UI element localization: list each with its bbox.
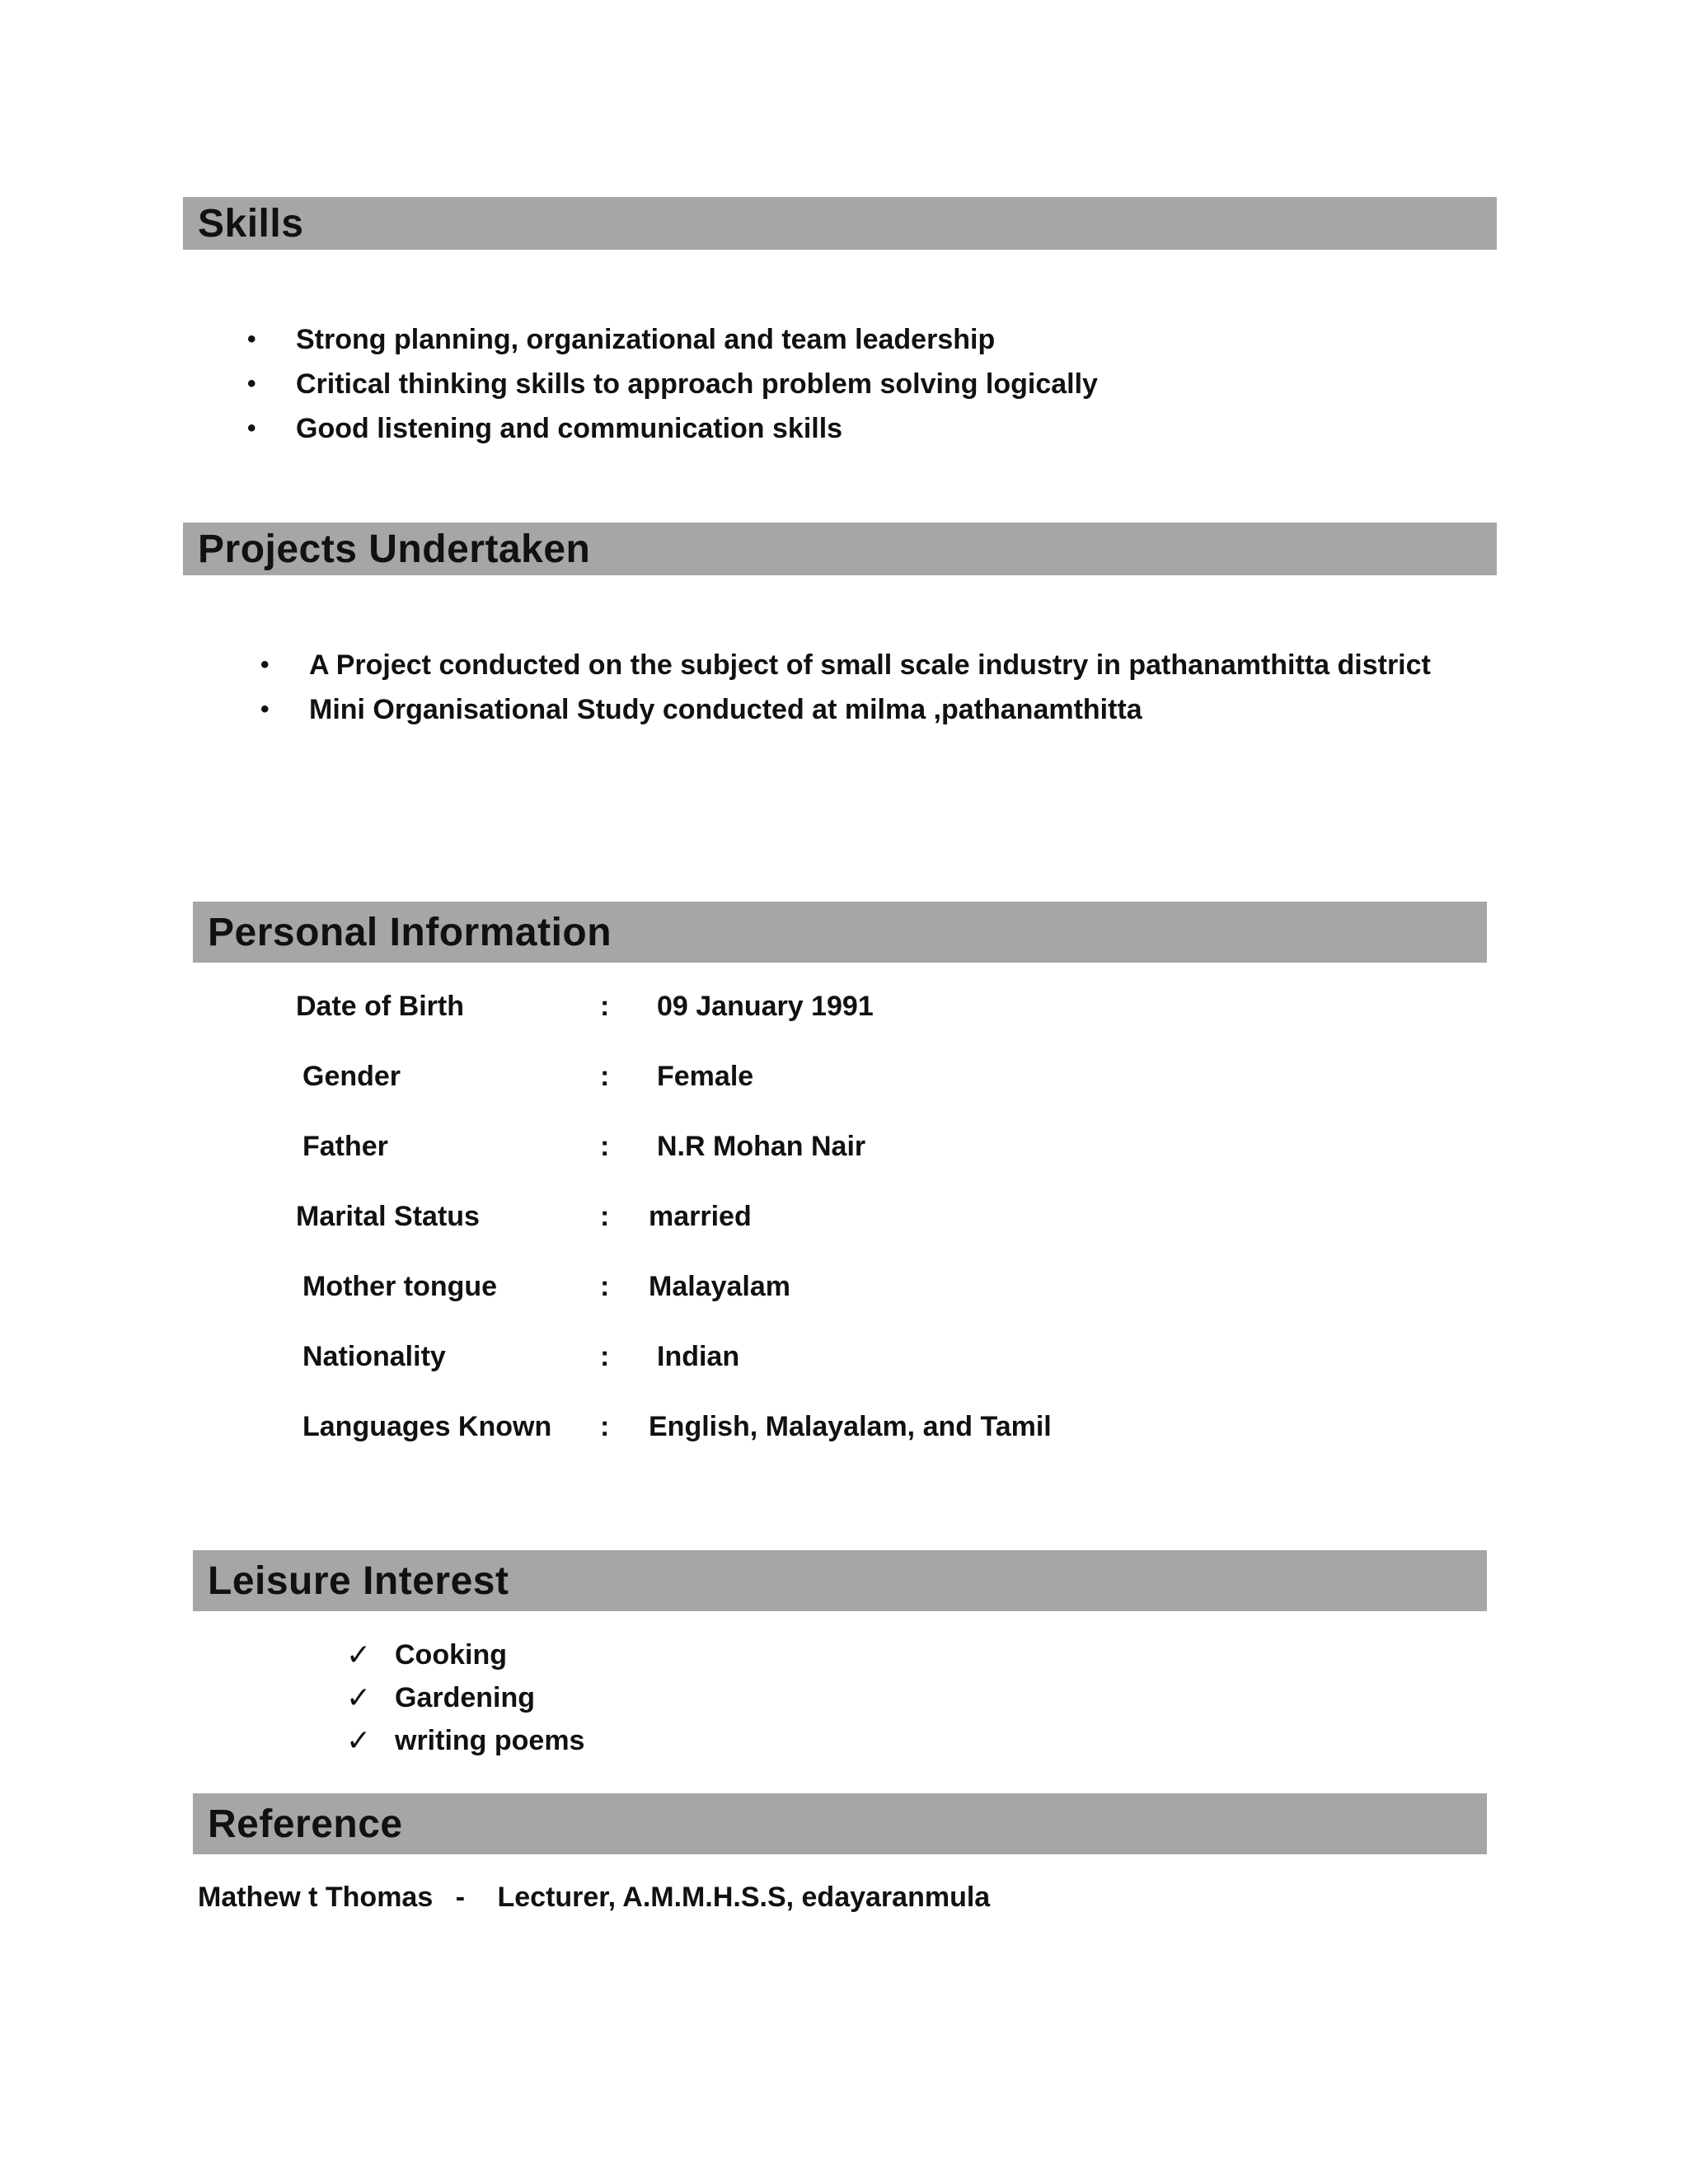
reference-name: Mathew t Thomas — [198, 1882, 434, 1913]
checkmark-icon: ✓ — [346, 1638, 372, 1671]
skill-text: Strong planning, organizational and team leadership — [296, 324, 996, 355]
bullet-icon: • — [260, 696, 270, 723]
info-label: Gender — [302, 1061, 401, 1092]
info-row-gender — [0, 1056, 1688, 1097]
skills-section-title: Skills — [198, 201, 304, 246]
list-item — [247, 406, 1049, 451]
skill-text: Critical thinking skills to approach problem solving logically — [296, 368, 1098, 400]
reference-entry — [198, 1877, 990, 1918]
info-colon: : — [600, 1271, 610, 1302]
info-label: Nationality — [302, 1341, 446, 1372]
leisure-text: Cooking — [395, 1639, 507, 1671]
info-label: Marital Status — [296, 1201, 480, 1232]
bullet-icon: • — [247, 415, 256, 442]
info-value: 09 January 1991 — [657, 991, 874, 1022]
list-item — [346, 1633, 536, 1676]
info-row-marital-status — [0, 1196, 1688, 1237]
project-text: A Project conducted on the subject of small scale industry in pathanamthitta district — [309, 649, 1431, 681]
list-item — [247, 317, 1049, 362]
skills-list — [247, 317, 1098, 451]
bullet-icon: • — [247, 370, 256, 397]
list-item — [346, 1719, 585, 1762]
reference-section-title: Reference — [208, 1802, 403, 1846]
projects-section-header — [183, 523, 1497, 575]
info-colon: : — [600, 1341, 610, 1372]
info-row-languages-known — [0, 1406, 1688, 1447]
leisure-text: Gardening — [395, 1682, 536, 1713]
info-colon: : — [600, 1411, 610, 1442]
info-label: Father — [302, 1131, 388, 1162]
skill-text: Good listening and communication skills — [296, 413, 843, 444]
leisure-section-header — [193, 1550, 1487, 1611]
info-label: Date of Birth — [296, 991, 464, 1022]
reference-section-header — [193, 1793, 1487, 1854]
info-label: Languages Known — [302, 1411, 552, 1442]
leisure-list — [346, 1633, 585, 1762]
info-value: N.R Mohan Nair — [657, 1131, 866, 1162]
personal-info-section-header — [193, 902, 1487, 963]
checkmark-icon: ✓ — [346, 1680, 372, 1714]
reference-detail: Lecturer, A.M.M.H.S.S, edayaranmula — [497, 1882, 991, 1913]
info-value: English, Malayalam, and Tamil — [649, 1411, 1052, 1442]
leisure-text: writing poems — [395, 1725, 585, 1756]
info-colon: : — [600, 1131, 610, 1162]
leisure-section-title: Leisure Interest — [208, 1558, 509, 1603]
checkmark-icon: ✓ — [346, 1723, 372, 1757]
info-row-mother-tongue — [0, 1266, 1688, 1307]
list-item — [346, 1676, 536, 1719]
list-item — [260, 643, 1431, 687]
bullet-icon: • — [247, 326, 256, 353]
info-value: Female — [657, 1061, 754, 1092]
info-row-date-of-birth — [0, 986, 1688, 1027]
project-text: Mini Organisational Study conducted at milma ,pathanamthitta — [309, 694, 1142, 725]
info-value: Malayalam — [649, 1271, 790, 1302]
skills-section-header — [183, 197, 1497, 250]
info-row-nationality — [0, 1336, 1688, 1377]
info-label: Mother tongue — [302, 1271, 498, 1302]
reference-separator: - — [455, 1882, 466, 1913]
info-colon: : — [600, 1061, 610, 1092]
info-row-father — [0, 1126, 1688, 1167]
info-value: Indian — [657, 1341, 740, 1372]
info-colon: : — [600, 1201, 610, 1232]
personal-info-section-title: Personal Information — [208, 910, 612, 954]
info-colon: : — [600, 991, 610, 1022]
projects-list — [260, 643, 1431, 732]
list-item — [247, 362, 1098, 406]
info-value: married — [649, 1201, 752, 1232]
list-item — [260, 687, 1382, 732]
bullet-icon: • — [260, 651, 270, 678]
projects-section-title: Projects Undertaken — [198, 527, 591, 571]
